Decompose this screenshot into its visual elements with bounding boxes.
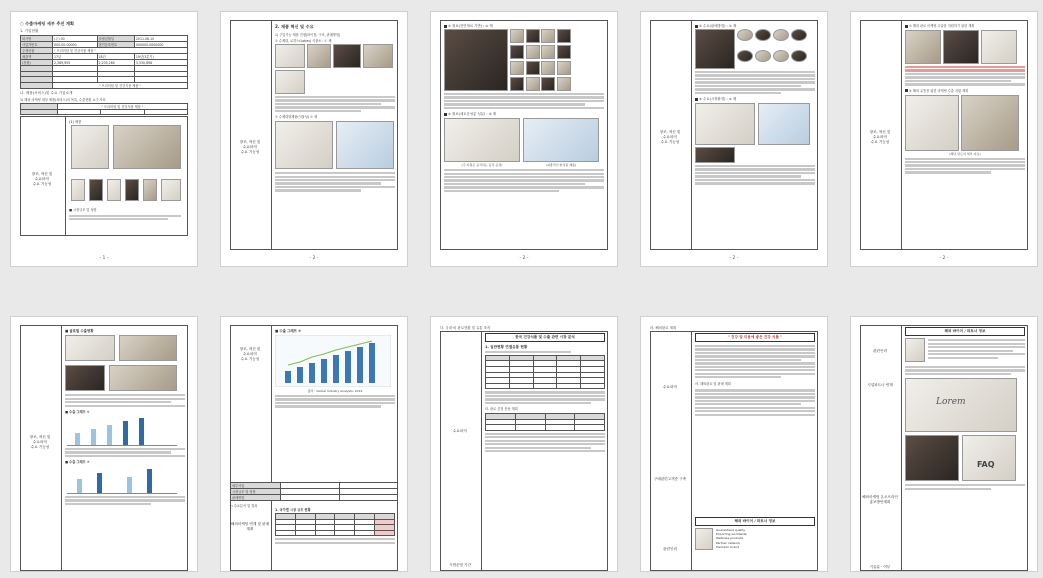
partner-photo <box>695 528 713 550</box>
table-cell: 2011.06.10 <box>134 36 187 42</box>
page-number: - 2 - <box>939 256 949 261</box>
section-heading: ① 수요(판매방법) : ① 제 <box>695 23 815 28</box>
row-label: 해외마케팅 연계 및 판매 계획 <box>230 522 270 531</box>
product-photo <box>107 179 121 201</box>
section-subheading: ② 수제대형제품(식물성) ② 제 <box>275 115 318 120</box>
page-number: - 2 - <box>519 256 529 261</box>
table-cell: 2,389,955 <box>53 60 98 66</box>
product-photo <box>161 179 181 201</box>
product-photo <box>905 30 941 64</box>
table-cell: 17년 <box>53 54 98 60</box>
row-label: 수요파악 <box>453 429 467 433</box>
row-label: 수요파악 <box>663 385 677 389</box>
section-heading: ② 해외 판로 마케팅 수출을 지원하기 위한 계획 <box>905 23 1025 28</box>
product-table <box>20 103 188 116</box>
side-label: 창조, 혁신 및 수요파악 수요 기능성 <box>29 435 51 449</box>
row-label: 기술분 · 여부 <box>869 565 891 569</box>
photo-caption: (최종적인 완성품 제품) <box>545 163 577 168</box>
chart-image <box>695 103 755 145</box>
instagram-post <box>905 435 959 481</box>
partner-photo <box>905 338 925 362</box>
distribution-table <box>485 355 605 390</box>
product-photo <box>444 118 520 162</box>
logo-text: Lorem <box>936 397 966 408</box>
document-page-6 <box>10 316 198 572</box>
document-page-5 <box>850 11 1038 267</box>
collage-photo <box>109 365 177 391</box>
table-cell: 법인등록번호 <box>97 42 134 48</box>
table-cell: 3,330,898 <box>134 60 187 66</box>
table-cell: (천원) <box>21 60 53 66</box>
row-label: 해외마케팅 온오프라인 홍보방안계획 <box>862 495 898 504</box>
section-subheading: ② 수요(시장환경) : ② 제 <box>695 96 815 101</box>
table-cell: 19년(3분기) <box>134 54 187 60</box>
section-subheading: 1. 국가별 시장 규모 현황 <box>275 508 311 512</box>
section-heading: 나. 제품(서비스)및 수요 기업소개 <box>20 90 73 95</box>
table-cell: 주생산품 <box>21 48 53 54</box>
table-cell: " 프리미엄 및 건강식품 제품 " <box>53 82 188 88</box>
table-cell: 설립년월일 <box>97 36 134 42</box>
row-label: 관련인력 <box>873 349 887 353</box>
list-item: Wellness products <box>716 536 744 541</box>
side-label: 창조, 혁신 및 수요파악 수요 기능성 <box>31 172 53 186</box>
document-page-9 <box>640 316 828 572</box>
section-heading: 1. 기업현황 <box>20 29 39 33</box>
product-photo <box>275 44 305 68</box>
instagram-post <box>905 378 1017 432</box>
product-photo <box>905 95 959 151</box>
section-heading: ① 원료(천연재료 기반) : ② 제 <box>444 23 604 28</box>
product-photo <box>961 95 1019 151</box>
product-photo <box>444 29 508 91</box>
chart-caption: 출처 : Global Industry Analysts, 2019 <box>307 389 363 393</box>
company-info-table <box>20 35 188 89</box>
product-photo <box>71 179 85 201</box>
table-cell: 회사명 <box>21 36 53 42</box>
box-title: 해외 바이어 / 파트너 정보 <box>905 327 1025 336</box>
table-cell: 18년 <box>97 54 134 60</box>
quote-box: " 건강 및 미용에 좋은 건강 식품 " <box>695 333 815 342</box>
collage-photo <box>119 335 177 361</box>
section-subheading: 1. 일반현황 연결유통 현황 <box>485 345 528 349</box>
page-number: - 2 - <box>729 256 739 261</box>
plan-table <box>485 413 605 431</box>
section-subheading: 1) 해외 마케팅 대상 제품(서비스)의 목록, 수출현황 요구 자료 <box>20 97 106 102</box>
product-photo <box>943 30 979 64</box>
table-cell: (주) 00 <box>53 36 98 42</box>
product-photo <box>695 147 735 163</box>
row-label: 관련인력 <box>663 547 677 551</box>
market-size-table <box>275 513 395 536</box>
side-label: 창조, 혁신 및 수요파악 수요 기능성 <box>239 347 261 361</box>
table-cell: 000000-0000000 <box>134 42 187 48</box>
section-subheading: ■ 수출 그래프 ① <box>65 409 90 414</box>
table-cell: 000-00-00000 <box>53 42 98 48</box>
section-subheading: 마. 해외판로 및 판매 계획 <box>695 382 731 387</box>
side-label: 창조, 혁신 및 수요파악 수요 기능성 <box>239 140 261 154</box>
box-title: 해외 바이어 / 파트너 정보 <box>695 517 815 526</box>
product-photo <box>275 70 305 94</box>
section-subheading: 1) 구입가능 제품 컨셉(타이틀, 구조, 판매방법) <box>275 33 341 37</box>
instagram-post <box>962 435 1016 481</box>
chart-image <box>758 103 810 145</box>
product-photo <box>363 44 393 68</box>
table-cell: 사업자번호 <box>21 42 53 48</box>
analysis-table <box>230 482 398 501</box>
product-photo <box>275 121 333 169</box>
table-cell: 시장규모 및 성장 <box>231 489 281 495</box>
page-number: - 1 - <box>99 256 109 261</box>
product-photo <box>333 44 361 68</box>
table-cell: " 프리미엄 및 건강식품 제품 " <box>53 48 188 54</box>
side-label: 창조, 혁신 및 수요파악 수요 기능성 <box>869 130 891 144</box>
growth-chart <box>275 335 391 387</box>
page-title: ○ 수출마케팅 세부 추진 계획 <box>20 21 74 26</box>
page-number: - 2 - <box>309 256 319 261</box>
document-page-4 <box>640 11 828 267</box>
section-subheading: ○ 수요분석 및 결과 <box>230 504 258 508</box>
table-cell: 세부사업 <box>231 483 281 489</box>
product-photo <box>336 121 394 169</box>
photo-caption: (주 자원은 음식하는 음식 공정) <box>461 163 503 168</box>
product-photo <box>981 30 1017 64</box>
section-subheading: 라. 판로 중점 운용 계획 <box>485 406 518 411</box>
collage-photo <box>65 335 115 361</box>
table-cell: 매출액 <box>21 54 53 60</box>
collage-photo <box>65 365 105 391</box>
section-subheading: ③ 해외 유통을 위한 마케팅 수출 지원 계획 <box>905 88 1025 93</box>
row-label: 시범운영 기간 <box>449 563 471 567</box>
faq-label: FAQ <box>977 460 995 470</box>
section-subheading: ① 수제대, 로하스(Lohas) 식품소 : ① 제 <box>275 39 332 43</box>
table-cell: 판매방법 <box>231 495 281 501</box>
section-heading: ■ 수출 그래프 ③ <box>275 329 301 333</box>
product-photo <box>113 125 181 169</box>
table-cell: 2,235,260 <box>97 60 134 66</box>
row-label: 구매관련고객층 구축 <box>653 477 687 481</box>
section-heading: ■ 글로벌 수출현황 <box>65 329 94 333</box>
list-item: Partner network <box>716 540 741 545</box>
document-page-8 <box>430 316 618 572</box>
section-subheading: ② 원료(새로운성분 성분) : ③ 제 <box>444 111 604 116</box>
list-item: Guaranteed quality <box>716 528 746 532</box>
section-heading: 라. 해외판로 계획 <box>650 326 677 330</box>
note-heading: ■ 시장규모 및 성장 <box>69 208 97 213</box>
photo-caption: (해당 판로처 세부 자료) <box>949 151 981 156</box>
document-page-2 <box>220 11 408 267</box>
box-title: 한국 건강식품 및 수출 관련 시장 분석 <box>485 333 605 342</box>
side-label: 창조, 혁신 및 수요파악 수요 기능성 <box>659 130 681 144</box>
document-page-3 <box>430 11 618 267</box>
product-photo <box>695 29 735 69</box>
section-subheading: ■ 수출 그래프 ② <box>65 460 90 464</box>
product-photo <box>143 179 157 201</box>
list-item: Premium brand <box>716 544 740 549</box>
product-photo <box>307 44 331 68</box>
product-photo <box>523 118 599 162</box>
list-item: Exporting worldwide <box>716 532 747 537</box>
document-page-1 <box>10 11 198 267</box>
product-photo <box>89 179 103 201</box>
section-heading: 2. 제품 혁신 및 수요 <box>275 24 314 29</box>
product-photo <box>125 179 139 201</box>
table-cell: " 프리미엄 및 건강식품 제품 " <box>57 103 187 109</box>
section-heading: 다. 국내·외 판로현황 및 유통 조직 <box>440 326 491 330</box>
note-heading: (1) 제품 <box>69 120 82 125</box>
document-page-10 <box>850 316 1038 572</box>
product-photo <box>71 125 109 169</box>
row-label: 시업파트너 연계 <box>867 383 893 387</box>
document-page-7 <box>220 316 408 572</box>
